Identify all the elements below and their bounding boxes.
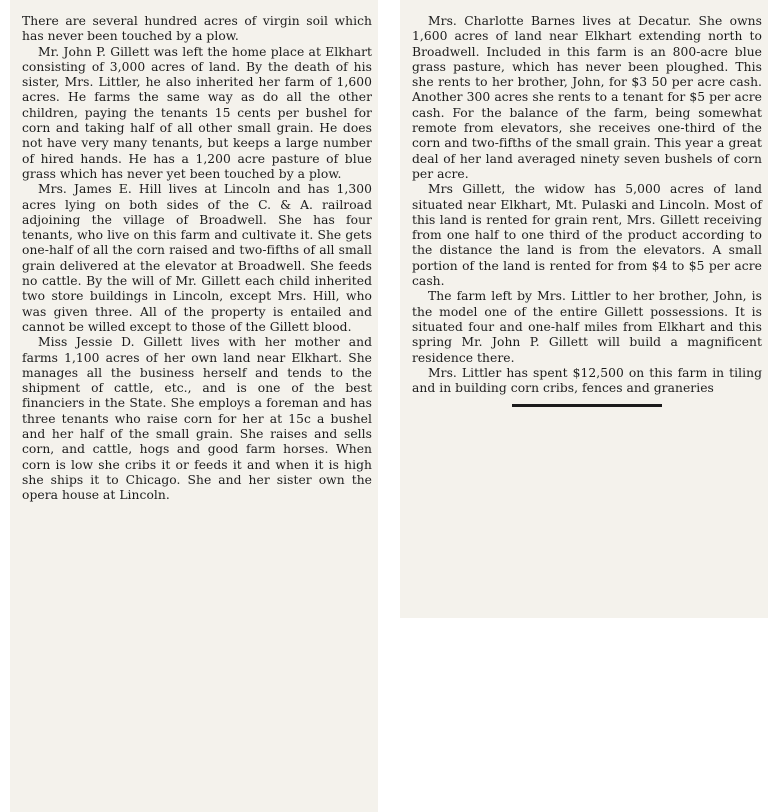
article-paragraph: The farm left by Mrs. Littler to her brother, John, is the model one of the entire Gillett possessions. It is situated four and one-half miles from Elkhart and this spring Mr. John P. Gillett will build a magnificent residence there.: [412, 289, 762, 365]
article-paragraph: Mrs Gillett, the widow has 5,000 acres of land situated near Elkhart, Mt. Pulaski and Lincoln. Most of this land is rented for grain rent, Mrs. Gillett receiving from one half to one third of the product according to the distance the land is from the elevators. A small portion of the land is rented for from $4 to $5 per acre cash.: [412, 182, 762, 289]
end-rule: [512, 404, 662, 407]
article-paragraph: Mrs. James E. Hill lives at Lincoln and has 1,300 acres lying on both sides of the C. & A. railroad adjoining the village of Broadwell. She has four tenants, who live on this farm and cultivate it. She gets one-half of all the corn raised and two-fifths of all small grain delivered at the elevator at Broadwell. She feeds no cattle. By the will of Mr. Gillett each child inherited two store buildings in Lincoln, except Mrs. Hill, who was given three. All of the property is entailed and cannot be willed except to those of the Gillett blood.: [22, 182, 372, 334]
right-column: [400, 0, 768, 618]
article-paragraph: Mr. John P. Gillett was left the home place at Elkhart consisting of 3,000 acres of land. By the death of his sister, Mrs. Littler, he also inherited her farm of 1,600 acres. He farms the same way as do all the other children, paying the tenants 15 cents per bushel for corn and taking half of all other small grain. He does not have very many tenants, but keeps a large number of hired hands. He has a 1,200 acre pasture of blue grass which has never yet been touched by a plow.: [22, 44, 372, 181]
article-paragraph: There are several hundred acres of virgin soil which has never been touched by a plow.: [22, 14, 372, 44]
left-column: [10, 0, 378, 812]
article-paragraph: Mrs. Charlotte Barnes lives at Decatur. She owns 1,600 acres of land near Elkhart extending north to Broadwell. Included in this farm is an 800-acre blue grass pasture, which has never been ploughed. This she rents to her brother, John, for $3 50 per acre cash. Another 300 acres she rents to a tenant for $5 per acre cash. For the balance of the farm, being somewhat remote from elevators, she receives one-third of the corn and two-fifths of the small grain. This year a great deal of her land averaged ninety seven bushels of corn per acre.: [412, 14, 762, 181]
article-paragraph: Mrs. Littler has spent $12,500 on this farm in tiling and in building corn cribs, fences and graneries: [412, 365, 762, 396]
article-paragraph: Miss Jessie D. Gillett lives with her mother and farms 1,100 acres of her own land near Elkhart. She manages all the business herself and tends to the shipment of cattle, etc., and is one of the best financiers in the State. She employs a foreman and has three tenants who raise corn for her at 15c a bushel and her half of the small grain. She raises and sells corn, and cattle, hogs and good farm horses. When corn is low she cribs it or feeds it and when it is high she ships it to Chicago. She and her sister own the opera house at Lincoln.: [22, 335, 372, 503]
